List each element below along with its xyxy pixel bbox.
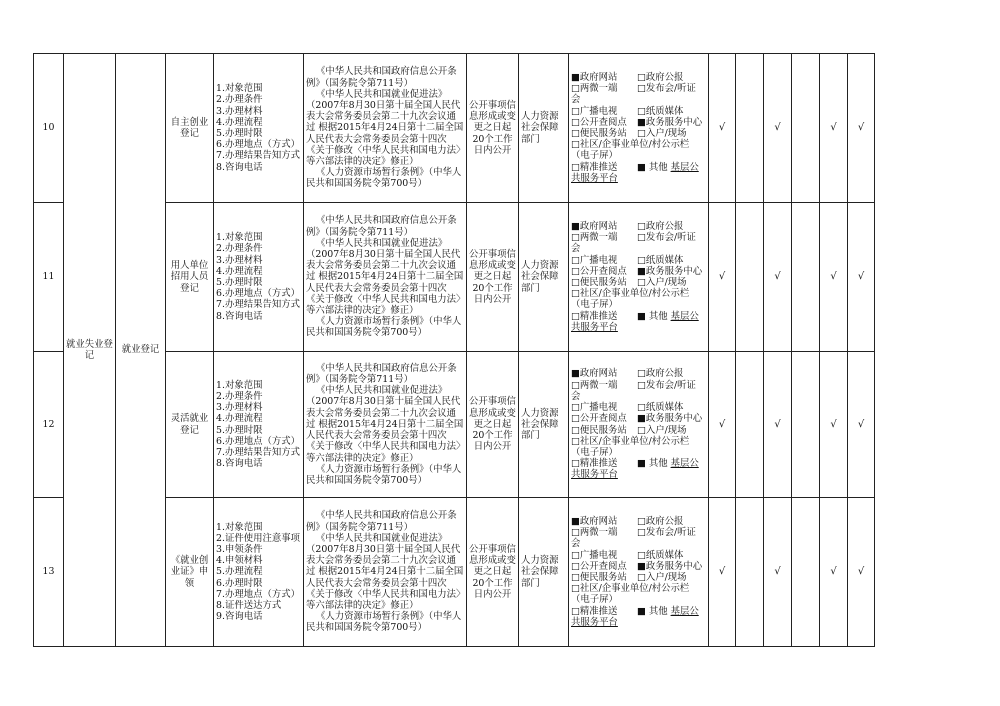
content-item: 6.办理地点（方式） [216, 139, 300, 151]
channel-row [571, 255, 706, 266]
channel-row [571, 550, 706, 561]
channel-option: □便民服务站 [571, 128, 627, 139]
check-mark: √ [718, 566, 726, 578]
item-name: 灵活就业登记 [166, 352, 214, 498]
channel-option: □发布会/听证 [637, 232, 696, 244]
disclosure-time-limit: 公开事项信息形成或变更之日起20个工作日内公开 [467, 54, 519, 203]
channel-option: ■政府网站 [571, 515, 618, 527]
channel-option: ■政府网站 [571, 71, 618, 83]
channel-row [571, 572, 706, 583]
channel-option: ■政府网站 [571, 368, 618, 380]
check-cell [736, 203, 764, 352]
content-item: 4.申领材料 [216, 555, 263, 567]
channel-other-detail-continued: 共服务平台 [571, 616, 618, 628]
channel-option: ■政务服务中心 [637, 265, 703, 277]
channel-option: □两微一端 [571, 232, 618, 244]
disclosure-time-limit: 公开事项信息形成或变更之日起20个工作日内公开 [467, 203, 519, 352]
basis-item: 《中华人民共和国就业促进法》（2007年8月30日第十届全国人民代表大会常务委员会第二十九次会议通过 根据2015年4月24日第十二届全国人民代表大会常务委员会第十四次《关于修改〈中华人民共和国电力法〉等六部法律的决定》修正） [306, 88, 464, 167]
channel-option: □公开查阅点 [571, 413, 627, 425]
check-mark: √ [774, 271, 781, 283]
channel-option: □入户/现场 [637, 128, 687, 139]
content-item: 1.对象范围 [216, 83, 263, 95]
content-item: 5.办理时限 [216, 128, 263, 139]
basis-item: 《中华人民共和国政府信息公开条例》（国务院令第711号） [306, 362, 457, 386]
content-item: 3.办理材料 [216, 402, 263, 414]
check-mark: √ [830, 122, 837, 134]
basis-item: 《中华人民共和国政府信息公开条例》（国务院令第711号） [306, 66, 457, 89]
channel-other-detail-continued: 共服务平台 [571, 172, 618, 184]
channel-row [571, 311, 706, 322]
content-item: 2.办理条件 [216, 390, 263, 402]
channel-row [571, 413, 706, 424]
disclosure-table [33, 53, 875, 647]
channel-option-continued: 会 [571, 243, 581, 255]
channel-option: □精准推送 [571, 605, 618, 617]
content-item: 4.办理流程 [216, 265, 263, 277]
channel-other-detail: 基层公 [670, 161, 699, 173]
check-cell [709, 352, 736, 498]
check-cell [709, 54, 736, 203]
check-mark: √ [718, 122, 726, 134]
content-item: 8.咨询电话 [216, 161, 263, 173]
channel-option-continued: 会 [571, 94, 581, 106]
channel-option: □社区/企事业单位/村公示栏（电子屏） [571, 435, 690, 458]
channel-row [571, 458, 706, 469]
row-number: 11 [34, 203, 64, 352]
channel-option: □政府公报 [637, 220, 684, 232]
row-number: 10 [34, 54, 64, 203]
disclosure-basis [304, 203, 467, 352]
disclosure-time-limit: 公开事项信息形成或变更之日起20个工作日内公开 [467, 352, 519, 498]
channel-option: □广播电视 [571, 254, 618, 266]
channel-option: □纸质媒体 [637, 254, 684, 266]
check-mark: √ [857, 271, 865, 283]
channel-option: □政府公报 [637, 368, 684, 380]
check-cell [709, 203, 736, 352]
check-cell [792, 54, 820, 203]
check-cell [709, 498, 736, 647]
content-item: 8.证件送达方式 [216, 600, 282, 611]
disclosure-subject: 人力资源社会保障部门 [519, 203, 569, 352]
content-item: 7.办理结果告知方式 [216, 150, 300, 162]
channel-other-detail-continued: 共服务平台 [571, 469, 618, 481]
channel-option: □政府公报 [637, 71, 684, 83]
check-cell [820, 203, 848, 352]
channel-option: □纸质媒体 [637, 105, 684, 117]
basis-item: 《中华人民共和国政府信息公开条例》（国务院令第711号） [306, 510, 457, 533]
content-item: 3.申领条件 [216, 543, 263, 555]
check-cell [820, 54, 848, 203]
channel-row [571, 606, 706, 617]
check-cell [820, 352, 848, 498]
row-number: 12 [34, 352, 64, 498]
channel-row [571, 277, 706, 288]
content-item: 6.办理时限 [216, 577, 263, 589]
channel-row [571, 162, 706, 173]
check-cell [736, 54, 764, 203]
check-cell [848, 54, 875, 203]
channel-row [571, 83, 706, 94]
channel-option: □两微一端 [571, 527, 618, 539]
channel-option: ■政务服务中心 [637, 116, 703, 128]
disclosure-content [214, 54, 304, 203]
check-cell [792, 498, 820, 647]
disclosure-channels [569, 352, 709, 498]
content-item: 9.咨询电话 [216, 611, 263, 623]
disclosure-content [214, 498, 304, 647]
channel-option: ■政务服务中心 [637, 413, 703, 425]
check-mark: √ [830, 566, 837, 578]
basis-item: 《人力资源市场暂行条例》（中华人民共和国国务院令第700号） [306, 316, 462, 339]
content-item: 7.办理地点（方式） [216, 588, 300, 600]
disclosure-basis [304, 54, 467, 203]
check-cell [764, 54, 792, 203]
basis-item: 《中华人民共和国就业促进法》（2007年8月30日第十届全国人民代表大会常务委员会第二十九次会议通过 根据2015年4月24日第十二届全国人民代表大会常务委员会第十四次《关于修改〈中华人民共和国电力法〉等六部法律的决定》修正） [306, 385, 464, 464]
content-item: 3.办理材料 [216, 105, 263, 117]
check-mark: √ [830, 418, 837, 430]
channel-option: □社区/企事业单位/村公示栏（电子屏） [571, 583, 690, 606]
channel-row [571, 402, 706, 413]
channel-option-continued: 会 [571, 390, 581, 402]
channel-option: □发布会/听证 [637, 83, 696, 95]
check-mark: √ [830, 271, 837, 283]
content-item: 2.办理条件 [216, 243, 263, 255]
item-name: 自主创业登记 [166, 54, 214, 203]
disclosure-content [214, 352, 304, 498]
check-mark: √ [774, 418, 781, 430]
channel-row [571, 516, 706, 527]
channel-row [571, 232, 706, 243]
channel-row [571, 527, 706, 538]
content-item: 8.咨询电话 [216, 458, 263, 470]
check-cell [736, 352, 764, 498]
check-cell [848, 203, 875, 352]
channel-option: □精准推送 [571, 310, 618, 322]
channel-row [571, 117, 706, 128]
check-cell [736, 498, 764, 647]
check-cell [764, 498, 792, 647]
disclosure-channels [569, 498, 709, 647]
channel-option: □两微一端 [571, 379, 618, 391]
basis-item: 《中华人民共和国就业促进法》（2007年8月30日第十届全国人民代表大会常务委员会第二十九次会议通过 根据2015年4月24日第十二届全国人民代表大会常务委员会第十四次《关于修改〈中华人民共和国电力法〉等六部法律的决定》修正） [306, 532, 464, 611]
content-item: 1.对象范围 [216, 521, 263, 533]
channel-other-detail-continued: 共服务平台 [571, 321, 618, 333]
channel-option: ■ 其他 [637, 605, 668, 617]
content-item: 3.办理材料 [216, 254, 263, 266]
channel-option: □入户/现场 [637, 572, 687, 583]
channel-row [571, 221, 706, 232]
channel-option: □发布会/听证 [637, 379, 696, 391]
content-item: 5.办理时限 [216, 424, 263, 436]
channel-row [571, 380, 706, 391]
channel-option: □广播电视 [571, 105, 618, 117]
disclosure-basis [304, 498, 467, 647]
channel-option: ■政府网站 [571, 220, 618, 232]
check-cell [792, 352, 820, 498]
channel-row [571, 106, 706, 117]
check-cell [848, 352, 875, 498]
content-item: 4.办理流程 [216, 116, 263, 128]
disclosure-channels [569, 54, 709, 203]
channel-option: □便民服务站 [571, 572, 627, 583]
check-cell [764, 352, 792, 498]
disclosure-time-limit: 公开事项信息形成或变更之日起20个工作日内公开 [467, 498, 519, 647]
check-cell [764, 203, 792, 352]
disclosure-subject: 人力资源社会保障部门 [519, 352, 569, 498]
channel-row [571, 561, 706, 572]
table-row [34, 54, 875, 203]
channel-option: □入户/现场 [637, 277, 687, 288]
channel-option: □便民服务站 [571, 277, 627, 288]
disclosure-channels [569, 203, 709, 352]
disclosure-content [214, 203, 304, 352]
channel-option: ■ 其他 [637, 161, 668, 173]
category-level1: 就业失业登记 [64, 54, 116, 647]
basis-item: 《人力资源市场暂行条例》（中华人民共和国国务院令第700号） [306, 611, 462, 634]
channel-option: □发布会/听证 [637, 527, 696, 539]
check-mark: √ [774, 566, 781, 578]
channel-option: □广播电视 [571, 549, 618, 561]
channel-option: ■政务服务中心 [637, 560, 703, 572]
check-mark: √ [857, 566, 865, 578]
table-body [34, 54, 875, 647]
check-mark: √ [774, 122, 781, 134]
channel-option: □精准推送 [571, 458, 618, 470]
content-item: 7.办理结果告知方式 [216, 446, 300, 458]
disclosure-subject: 人力资源社会保障部门 [519, 54, 569, 203]
check-cell [792, 203, 820, 352]
channel-option: □纸质媒体 [637, 549, 684, 561]
channel-row [571, 128, 706, 139]
check-mark: √ [718, 418, 726, 430]
channel-option: □广播电视 [571, 402, 618, 414]
channel-option: □纸质媒体 [637, 402, 684, 414]
channel-option: □公开查阅点 [571, 116, 627, 128]
channel-option: □公开查阅点 [571, 560, 627, 572]
channel-option: □公开查阅点 [571, 265, 627, 277]
disclosure-subject: 人力资源社会保障部门 [519, 498, 569, 647]
check-cell [848, 498, 875, 647]
item-name: 《就业创业证》申领 [166, 498, 214, 647]
channel-option: □社区/企事业单位/村公示栏（电子屏） [571, 288, 690, 311]
basis-item: 《人力资源市场暂行条例》（中华人民共和国国务院令第700号） [306, 167, 462, 190]
channel-option: □两微一端 [571, 83, 618, 95]
row-number: 13 [34, 498, 64, 647]
item-name: 用人单位招用人员登记 [166, 203, 214, 352]
channel-row [571, 368, 706, 379]
channel-option: □精准推送 [571, 161, 618, 173]
content-item: 4.办理流程 [216, 413, 263, 425]
disclosure-basis [304, 352, 467, 498]
channel-option: □社区/企事业单位/村公示栏（电子屏） [571, 139, 690, 162]
check-cell [820, 498, 848, 647]
channel-option: □便民服务站 [571, 424, 627, 436]
content-item: 6.办理地点（方式） [216, 288, 300, 300]
category-level2: 就业登记 [116, 54, 166, 647]
content-item: 2.办理条件 [216, 94, 263, 106]
channel-row [571, 266, 706, 277]
channel-option: □入户/现场 [637, 424, 687, 436]
channel-other-detail: 基层公 [670, 458, 699, 470]
check-mark: √ [718, 271, 726, 283]
basis-item: 《中华人民共和国就业促进法》（2007年8月30日第十届全国人民代表大会常务委员会第二十九次会议通过 根据2015年4月24日第十二届全国人民代表大会常务委员会第十四次《关于修改〈中华人民共和国电力法〉等六部法律的决定》修正） [306, 237, 464, 316]
channel-row [571, 72, 706, 83]
channel-other-detail: 基层公 [670, 310, 699, 322]
basis-item: 《人力资源市场暂行条例》（中华人民共和国国务院令第700号） [306, 463, 462, 486]
check-mark: √ [857, 418, 865, 430]
check-mark: √ [857, 122, 865, 134]
content-item: 5.办理流程 [216, 566, 263, 578]
channel-option: ■ 其他 [637, 310, 668, 322]
content-item: 5.办理时限 [216, 277, 263, 288]
content-item: 2.证件使用注意事项 [216, 532, 300, 544]
channel-row [571, 425, 706, 436]
content-item: 1.对象范围 [216, 379, 263, 391]
content-item: 7.办理结果告知方式 [216, 299, 300, 311]
basis-item: 《中华人民共和国政府信息公开条例》（国务院令第711号） [306, 215, 457, 238]
channel-other-detail: 基层公 [670, 605, 699, 617]
channel-option: ■ 其他 [637, 458, 668, 470]
content-item: 1.对象范围 [216, 232, 263, 244]
channel-option: □政府公报 [637, 515, 684, 527]
content-item: 6.办理地点（方式） [216, 435, 300, 447]
channel-option-continued: 会 [571, 538, 581, 550]
content-item: 8.咨询电话 [216, 310, 263, 322]
